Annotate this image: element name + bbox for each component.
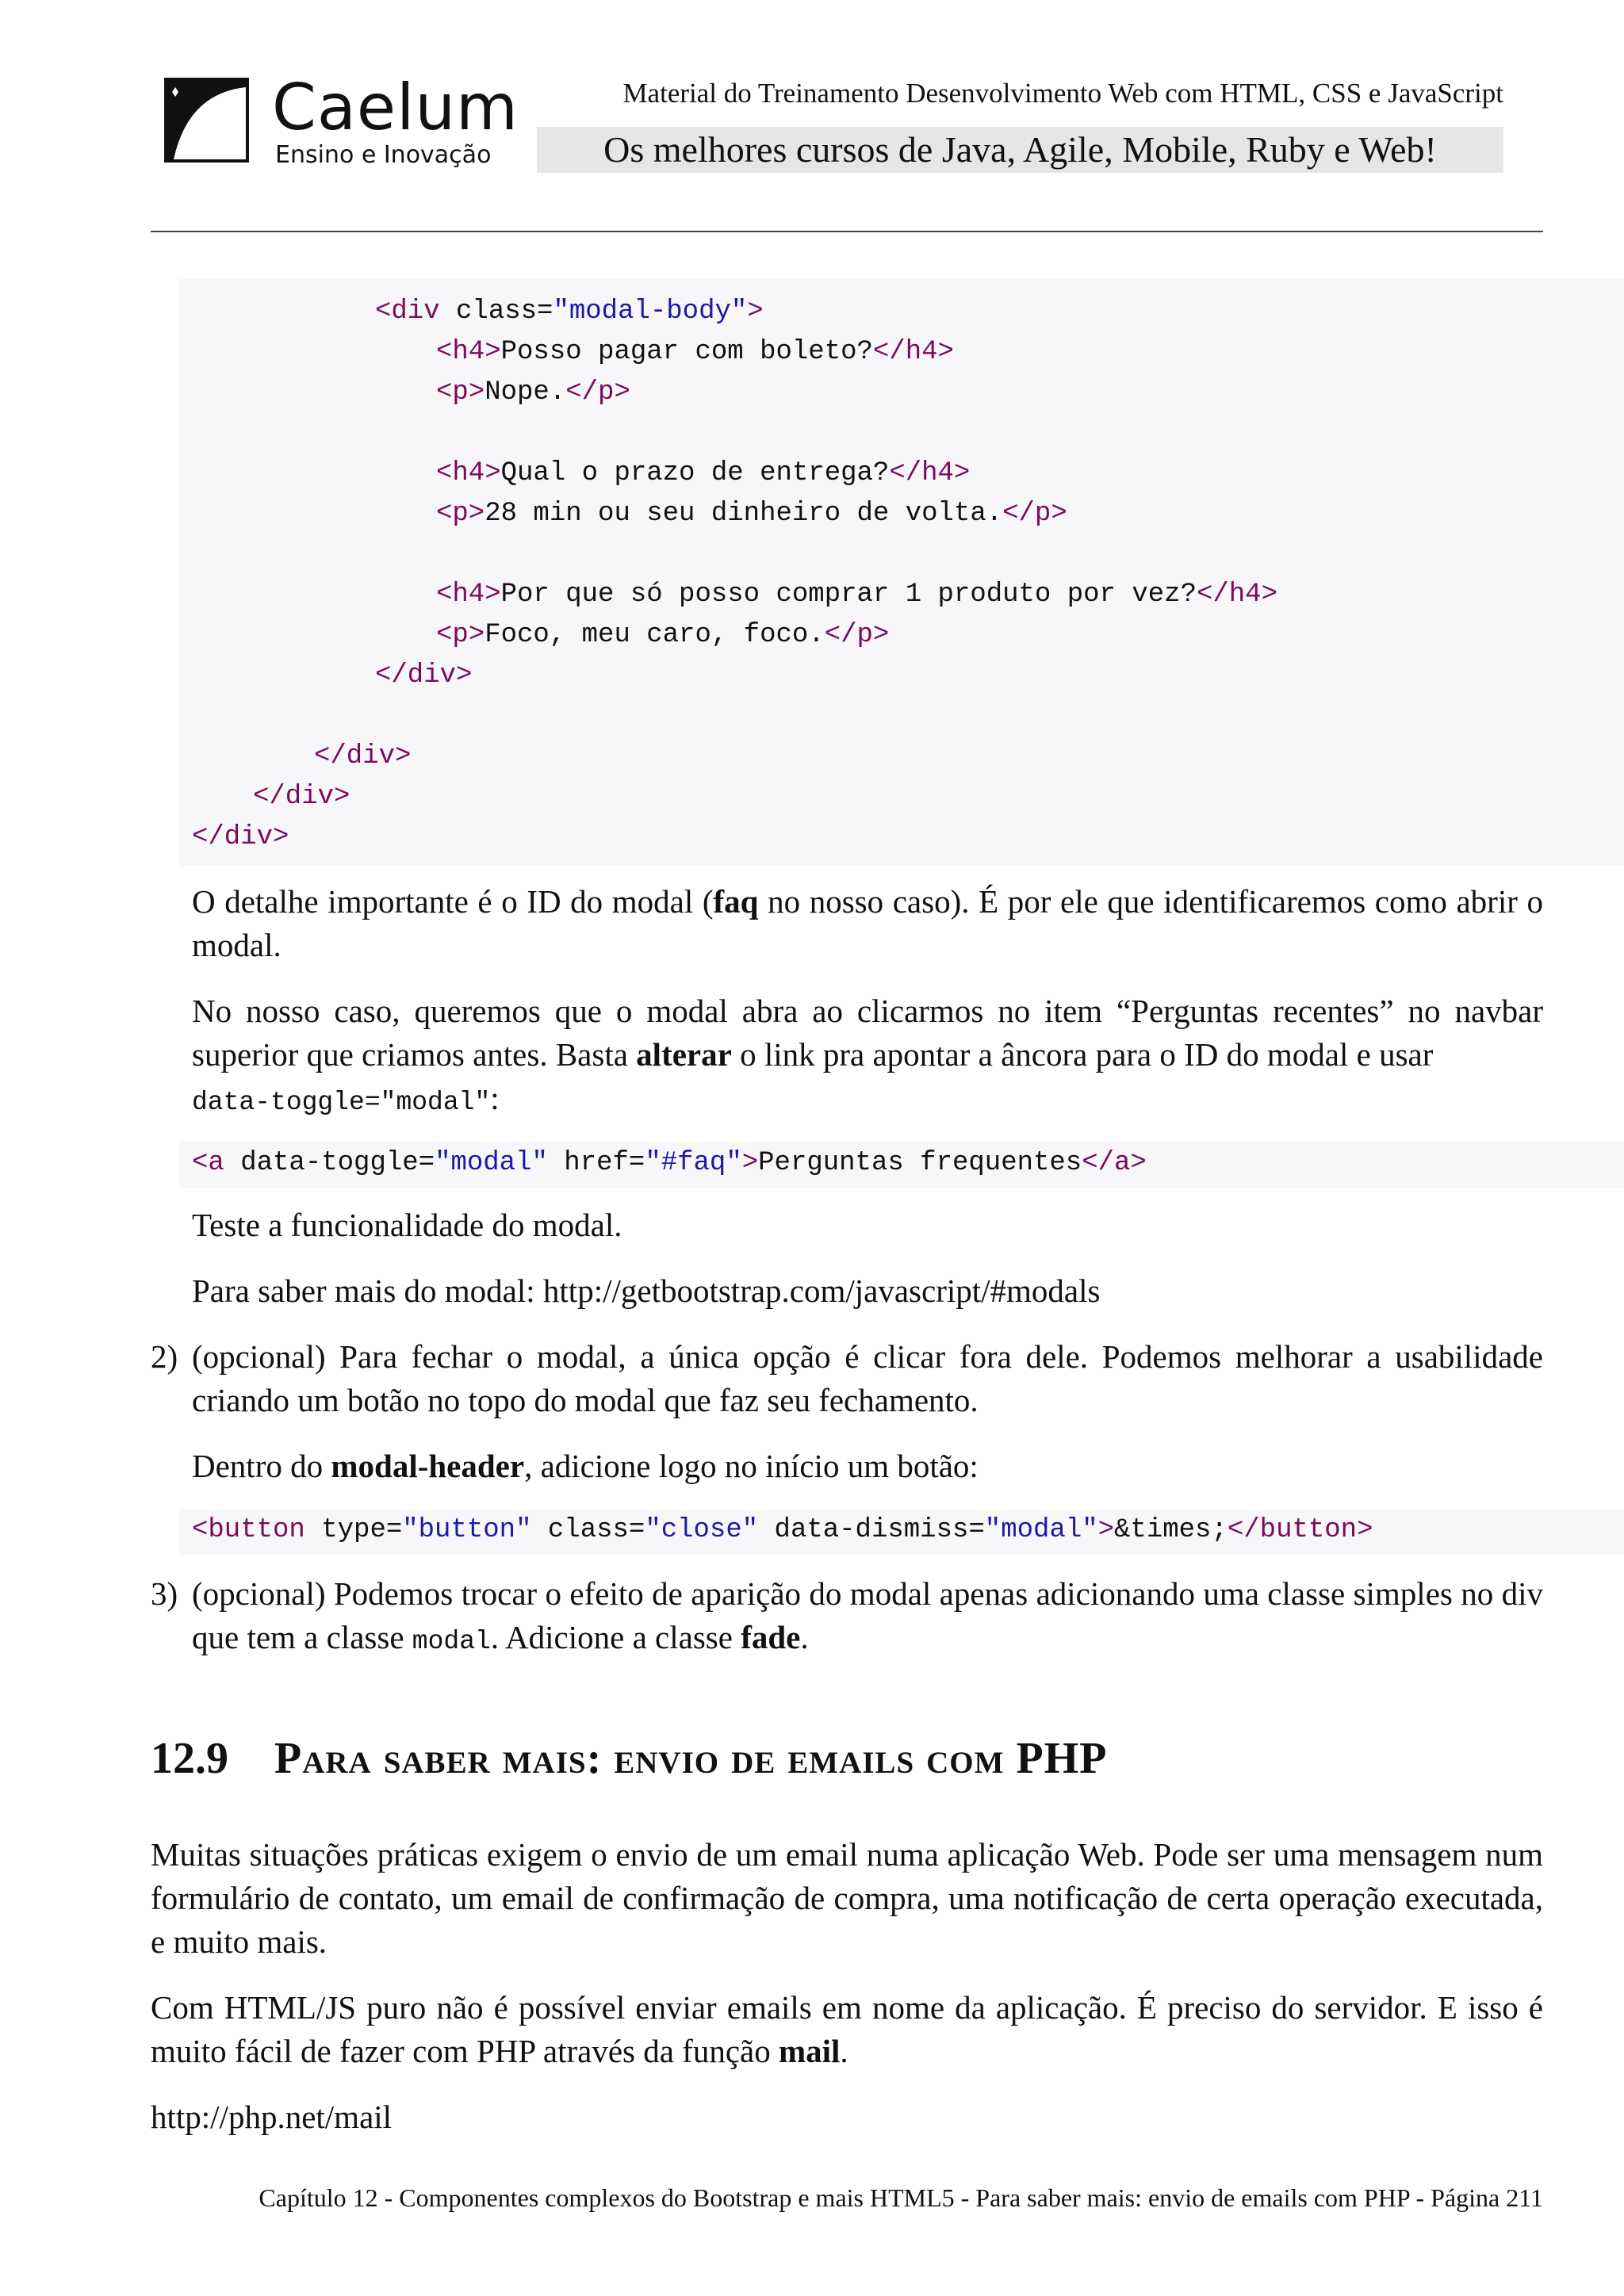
page-footer: Capítulo 12 - Componentes complexos do Bootstrap e mais HTML5 - Para saber mais: envio de emails com PHP - Página 211 <box>259 2183 1543 2212</box>
paragraph: Dentro do modal-header, adicione logo no início um botão: <box>192 1448 979 1484</box>
code-line: <p>28 min ou seu dinheiro de volta.</p> <box>436 499 1067 529</box>
paragraph: Muitas situações práticas exigem o envio de um email numa aplicação Web. Pode ser uma mensagem num formulário de contato, um email de confirmação de compra, uma notificação de certa operação executada, e muito mais. <box>151 1836 1543 1960</box>
code-line: <h4>Posso pagar com boleto?</h4> <box>436 337 954 367</box>
code-line: <a data-toggle="modal" href="#faq">Perguntas frequentes</a> <box>192 1148 1147 1178</box>
header-divider <box>151 231 1543 232</box>
paragraph: Com HTML/JS puro não é possível enviar emails em nome da aplicação. É preciso do servidor. E isso é muito fácil de fazer com PHP através da função mail. <box>151 1989 1543 2069</box>
code-line: </div> <box>314 741 412 771</box>
code-line: <p>Nope.</p> <box>436 377 630 408</box>
caelum-logo-icon <box>156 70 257 170</box>
logo-name: Caelum <box>272 71 519 144</box>
code-line: <h4>Qual o prazo de entrega?</h4> <box>436 458 971 488</box>
list-number: 2) <box>151 1338 178 1375</box>
section-number: 12.9 <box>151 1734 228 1783</box>
header-slogan: Os melhores cursos de Java, Agile, Mobile, Ruby e Web! <box>603 129 1437 170</box>
code-line: </div> <box>192 822 289 852</box>
paragraph: No nosso caso, queremos que o modal abra ao clicarmos no item “Perguntas recentes” no navbar superior que criamos antes. Basta alterar o link pra apontar a âncora para o ID do modal e usar data-toggle="modal": <box>192 993 1543 1117</box>
list-item: (opcional) Podemos trocar o efeito de aparição do modal apenas adicionando uma classe simples no div que tem a classe modal. Adicione a classe fade. <box>192 1575 1543 1656</box>
code-line: <button type="button" class="close" data-dismiss="modal">&times;</button> <box>192 1515 1373 1545</box>
logo-tagline: Ensino e Inovação <box>275 141 492 169</box>
code-line: <p>Foco, meu caro, foco.</p> <box>436 620 890 650</box>
section-title: Para saber mais: envio de emails com PHP <box>274 1734 1108 1783</box>
list-number: 3) <box>151 1575 178 1612</box>
code-line: <h4>Por que só posso comprar 1 produto por vez?</h4> <box>436 580 1277 610</box>
header-title: Material do Treinamento Desenvolvimento Web com HTML, CSS e JavaScript <box>622 78 1503 109</box>
code-line: </div> <box>375 660 473 691</box>
list-item: (opcional) Para fechar o modal, a única opção é clicar fora dele. Podemos melhorar a usabilidade criando um botão no topo do modal que faz seu fechamento. <box>192 1338 1543 1418</box>
code-line: </div> <box>253 782 350 812</box>
paragraph: Teste a funcionalidade do modal. <box>192 1207 622 1243</box>
paragraph: Para saber mais do modal: http://getbootstrap.com/javascript/#modals <box>192 1272 1101 1309</box>
code-line: <div class="modal-body"> <box>375 297 764 327</box>
paragraph: O detalhe importante é o ID do modal (faq no nosso caso). É por ele que identificaremos como abrir o modal. <box>192 883 1543 963</box>
reference-link[interactable]: http://php.net/mail <box>151 2099 393 2135</box>
